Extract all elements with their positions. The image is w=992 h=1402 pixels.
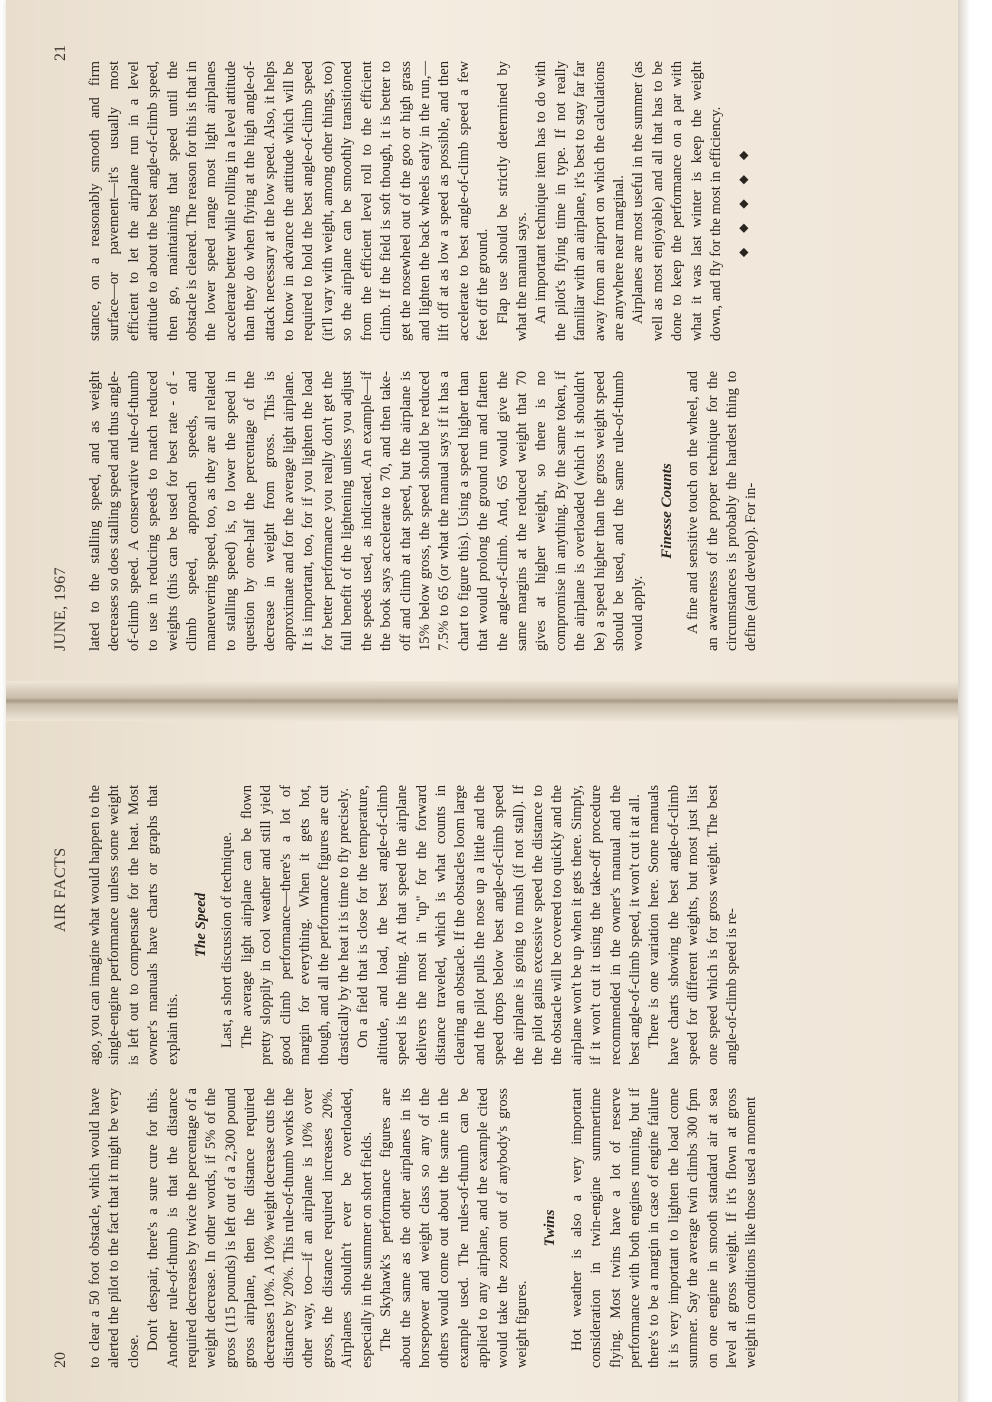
paragraph: Hot weather is also a very important consideration in twin-engine summertime flying. Most twins have a lot of reserve performance with both engines running, but if there's to be a margin in case of engine failure it is very important to lighten the load come summer. Say the average twin climbs 300 fpm on one engine in smooth standard air at sea level at gross weight. If it's flown at gross weight in conditions like those used a moment <box>568 1088 760 1368</box>
magazine-spread <box>6 0 958 1402</box>
page-number: 20 <box>52 1352 69 1368</box>
text-column <box>86 61 754 341</box>
rotated-spread <box>6 0 958 1402</box>
paragraph: A fine and sensitive touch on the wheel, and an awareness of the proper technique for the circumstances is probably the hardest thing to define (and develop). For in- <box>685 371 760 651</box>
paragraph: to clear a 50 foot obstacle, which would have alerted the pilot to the fact that it might be very close. <box>87 1088 142 1368</box>
paragraph: There is one variation here. Some manuals have charts showing the best angle-of-climb speed for different weights, but most just list one speed which is for gross weight. The best angle-of-climb speed is re- <box>646 785 740 1065</box>
page-number: 21 <box>52 45 69 61</box>
paragraph: Flap use should be strictly determined by what the manual says. <box>494 61 530 341</box>
paragraph: The Skyhawk's performance figures are about the same as the other airplanes in its horsepower and weight class so any of the others would come out about the same in the example used. The rules-of-thumb can be applied to any airplane, and the example cited would take the zoom out of anybody's gross weight figures. <box>378 1088 530 1368</box>
right-page <box>6 0 958 681</box>
left-page <box>6 721 958 1402</box>
text-column <box>86 1088 762 1368</box>
paragraph: On a field that is close for the temperature, altitude, and load, the best angle-of-climb speed is the thing. At that speed the airplane delivers the most in "up" for the forward distance traveled, which is what counts in clearing an obstacle. If the obstacles loom large and the pilot pulls the nose up a little and the speed drops below best angle-of-climb speed the airplane is going to mush (if not stall). If the pilot gains excessive speed the distance to the obstacle will be covered too quickly and the airplane won't be up when it gets there. Simply, if it won't cut it using the take-off procedure recommended in the owner's manual and the best angle-of-climb speed, it won't cut it at all. <box>355 785 643 1065</box>
paragraph: stance, on a reasonably smooth and firm surface—or pavement—it's usually most efficient to let the airplane run in a level attitude to about the best angle-of-climb speed, then go, maintaining that speed until the obstacle is cleared. The reason for this is that in the lower speed range most light airplanes accelerate better while rolling in a level attitude than they do when flying at the high angle-of-attack necessary at the low speed. Also, it helps to know in advance the attitude which will be required to hold the best angle-of-climb speed (it'll vary with weight, among other things, too) so the airplane can be smoothly transitioned from the efficient level roll to the efficient climb. If the field is soft though, it is better to get the nosewheel out of the goo or high grass and lighten the back wheels early in the run,—lift off at as low a speed as possible, and then accelerate to best angle-of-climb speed a few feet off the ground. <box>87 61 492 341</box>
section-heading: Finesse Counts <box>658 463 675 559</box>
section-heading: Twins <box>542 1209 559 1247</box>
paragraph: An important technique item has to do with the pilot's flying time in type. If not really familiar with an airplane, it's best to stay far far away from an airport on which the calculations are anywhere near marginal. <box>533 61 627 341</box>
paragraph: Last, a short discussion of technique. <box>219 831 236 1048</box>
paragraph: Airplanes are most useful in the summer (as well as most enjoyable) and all that has to be done to keep the performance on a par with what it was last winter is keep the weight down, and fly for the most in efficiency. <box>630 61 724 341</box>
paragraph: lated to the stalling speed, and as weight decreases so does stalling speed and thus angle-of-climb speed. A conservative rule-of-thumb to use in reducing speeds to match reduced weights (this can be used for best rate - of - climb speed, approach speeds, and maneuvering speed, too, as they are all related to stalling speed) is, to lower the speed in question by one-half the percentage of the decrease in weight from gross. This is approximate and for the average light airplane. It is important, too, for if you lighten the load for better performance you really don't get the full benefit of the lightening unless you adjust the speeds used, as indicated. An example—if the book says accelerate to 70, and then take-off and climb at that speed, but the airplane is 15% below gross, the speed should be reduced 7.5% to 65 (or what the manual says if it has a chart to figure this). Using a speed higher than that would prolong the ground run and flatten the angle-of-climb. And, 65 would give the same margins at the reduced weight that 70 gives at higher weight, so there is no compromise in anything. By the same token, if the airplane is overloaded (which it shouldn't be) a speed higher than the gross weight speed should be used, and the same rule-of-thumb would apply. <box>87 371 647 651</box>
paragraph: ago, you can imagine what would happen to the single-engine performance unless some weight is left out to compensate for the heat. Most owner's manuals have charts or graphs that explain this. <box>87 785 181 1065</box>
running-head: AIR FACTS <box>52 847 69 932</box>
section-heading: The Speed <box>193 892 210 958</box>
running-head: JUNE, 1967 <box>52 566 69 651</box>
paragraph: Don't despair, there's a sure cure for this. Another rule-of-thumb is that the distance required decreases by twice the percentage of a weight decrease. In other words, if 5% of the gross (115 pounds) is left out of a 2,300 pound gross airplane, then the distance required decreases 10%. A 10% weight decrease cuts the distance by 20%. This rule-of-thumb works the other way, too—if an airplane is 10% over gross, the distance required increases 20%. Airplanes shouldn't ever be overloaded, especially in the summer on short fields. <box>145 1088 375 1368</box>
text-column <box>86 785 742 1065</box>
book-gutter <box>6 681 958 721</box>
end-of-article-mark: ◆ ◆ ◆ ◆ ◆ <box>736 144 751 258</box>
paragraph: The average light airplane can be flown pretty sloppily in cool weather and still yield good climb performance—there's a lot of margin for everything. When it gets hot, though, and all the performance figures are cut drastically by the heat it is time to fly precisely. <box>238 785 352 1065</box>
text-column <box>86 371 762 651</box>
scanner-background <box>958 0 992 1402</box>
